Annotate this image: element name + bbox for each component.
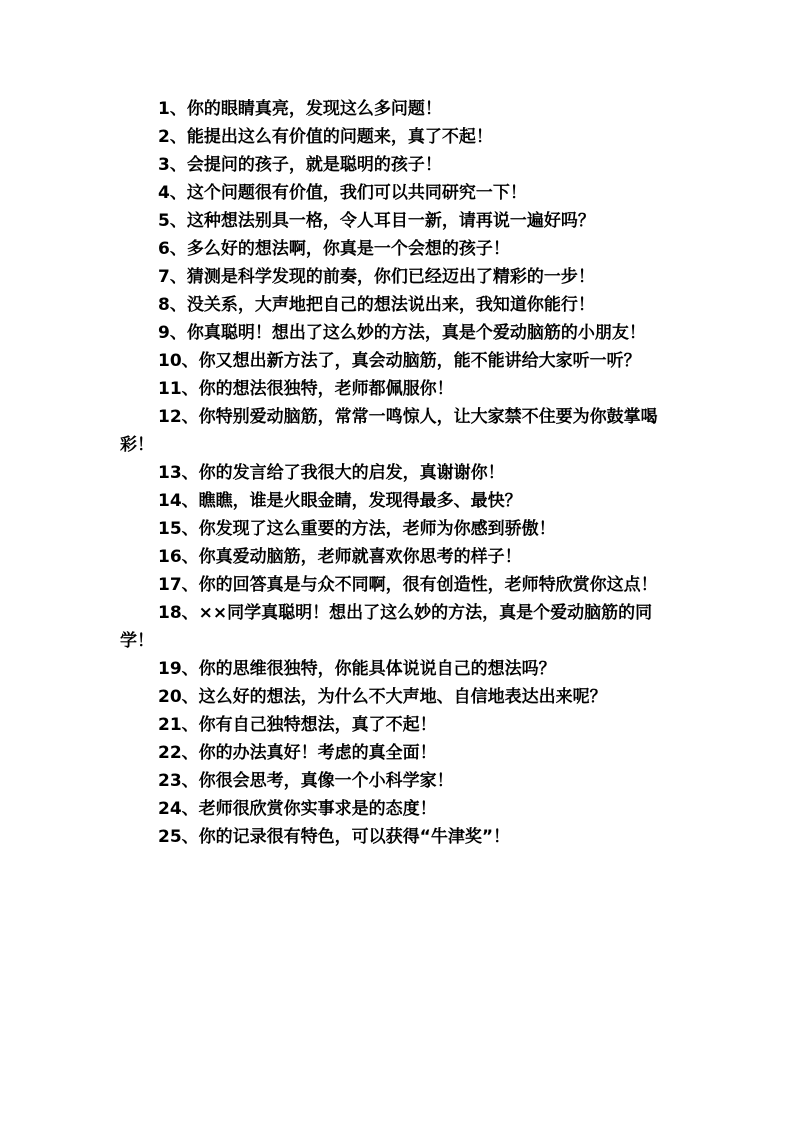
list-item: 21、你有自己独特想法，真了不起！	[158, 715, 437, 735]
list-item: 19、你的思维很独特，你能具体说说自己的想法吗？	[158, 659, 556, 679]
list-item: 23、你很会思考，真像一个小科学家！	[158, 771, 454, 791]
list-item: 6、多么好的想法啊，你真是一个会想的孩子！	[158, 239, 510, 259]
list-item: 22、你的办法真好！考虑的真全面！	[158, 743, 437, 763]
list-item: 7、猜测是科学发现的前奏，你们已经迈出了精彩的一步！	[158, 267, 595, 287]
list-item: 9、你真聪明！想出了这么妙的方法，真是个爱动脑筋的小朋友！	[158, 323, 646, 343]
list-item: 2、能提出这么有价值的问题来，真了不起！	[158, 127, 493, 147]
list-item: 5、这种想法别具一格，令人耳目一新，请再说一遍好吗？	[158, 211, 595, 231]
list-item: 24、老师很欣赏你实事求是的态度！	[158, 799, 437, 819]
list-item: 3、会提问的孩子，就是聪明的孩子！	[158, 155, 442, 175]
list-item: 4、这个问题很有价值，我们可以共同研究一下！	[158, 183, 527, 203]
list-item: 15、你发现了这么重要的方法，老师为你感到骄傲！	[158, 519, 556, 539]
list-item: 11、你的想法很独特，老师都佩服你！	[158, 379, 454, 399]
list-item: 20、这么好的想法，为什么不大声地、自信地表达出来呢？	[158, 687, 607, 707]
list-item: 13、你的发言给了我很大的启发，真谢谢你！	[158, 463, 505, 483]
list-item: 17、你的回答真是与众不同啊，很有创造性，老师特欣赏你这点！	[158, 575, 658, 595]
list-item: 8、没关系，大声地把自己的想法说出来，我知道你能行！	[158, 295, 595, 315]
list-item: 25、你的记录很有特色，可以获得“牛津奖”！	[158, 827, 511, 847]
document-body	[120, 95, 680, 851]
list-item: 10、你又想出新方法了，真会动脑筋，能不能讲给大家听一听？	[158, 351, 641, 371]
list-item: 12、你特别爱动脑筋，常常一鸣惊人，让大家禁不住要为你鼓掌喝彩！	[120, 407, 658, 455]
list-item: 18、××同学真聪明！想出了这么妙的方法，真是个爱动脑筋的同学！	[120, 603, 653, 651]
list-item: 1、你的眼睛真亮，发现这么多问题！	[158, 99, 442, 119]
list-item: 16、你真爱动脑筋，老师就喜欢你思考的样子！	[158, 547, 522, 567]
list-item: 14、瞧瞧，谁是火眼金睛，发现得最多、最快？	[158, 491, 522, 511]
